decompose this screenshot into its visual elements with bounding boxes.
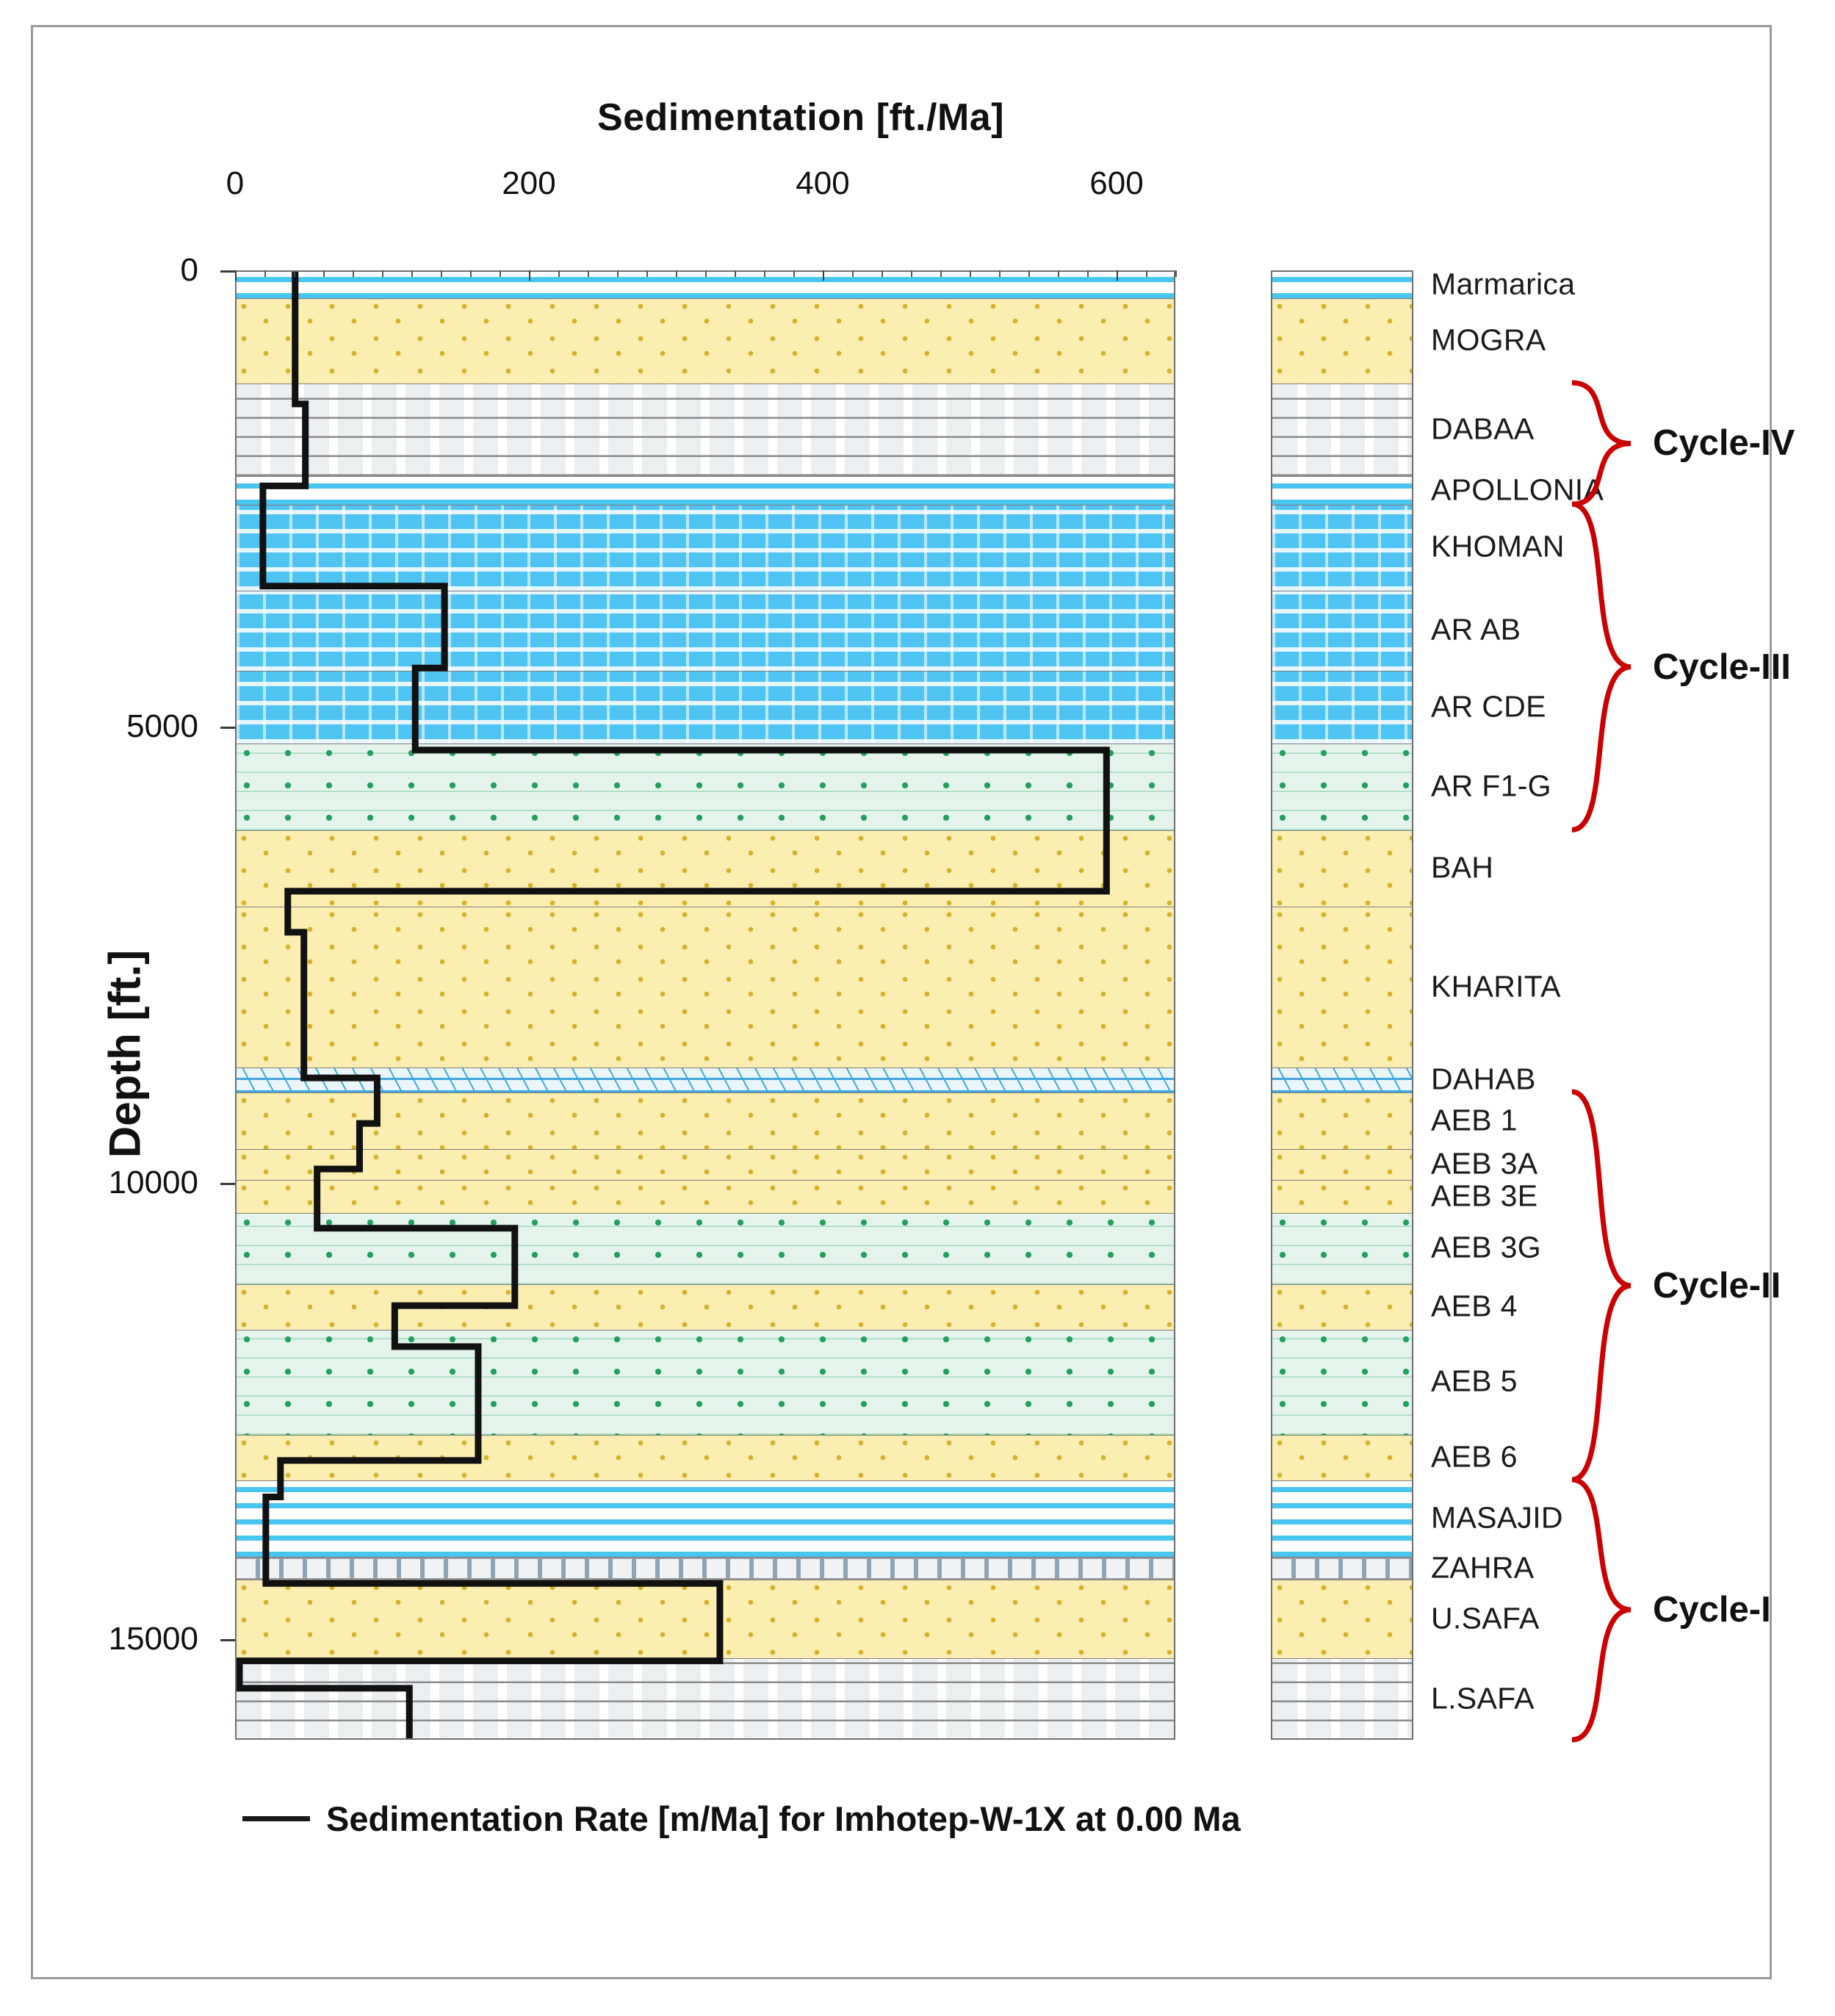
formation-label: AEB 3E — [1431, 1178, 1538, 1213]
column-lithology-band — [1272, 1580, 1412, 1659]
x-tick-minor — [705, 270, 707, 277]
formation-label: KHARITA — [1431, 969, 1561, 1004]
x-tick-minor — [735, 270, 736, 277]
x-tick-minor — [411, 270, 413, 277]
formation-label: AEB 1 — [1431, 1103, 1518, 1137]
cycle-label: Cycle-II — [1653, 1265, 1781, 1306]
x-tick-minor — [558, 270, 560, 277]
x-tick-minor — [264, 270, 266, 277]
column-lithology-band — [1272, 272, 1412, 299]
column-lithology-band — [1272, 1181, 1412, 1214]
y-tick-label: 15000 — [108, 1621, 198, 1657]
x-tick-minor — [323, 270, 325, 277]
column-lithology-band — [1272, 1285, 1412, 1331]
sedimentation-plot — [235, 270, 1175, 1740]
legend-label: Sedimentation Rate [m/Ma] for Imhotep-W-1X at 0.00 Ma — [326, 1799, 1241, 1838]
column-lithology-band — [1272, 591, 1412, 672]
formation-label: AEB 4 — [1431, 1289, 1518, 1323]
y-tick-mark — [220, 270, 237, 273]
column-lithology-band — [1272, 1481, 1412, 1558]
x-tick-minor — [999, 270, 1001, 277]
legend-line-swatch — [242, 1816, 310, 1821]
x-tick-minor — [1087, 270, 1089, 277]
y-tick-label: 0 — [180, 252, 198, 288]
column-lithology-band — [1272, 1150, 1412, 1181]
column-lithology-band — [1272, 1214, 1412, 1285]
y-tick-mark — [220, 1183, 237, 1185]
formation-label: AR AB — [1431, 612, 1521, 647]
y-tick-label: 10000 — [108, 1164, 198, 1201]
column-lithology-band — [1272, 1659, 1412, 1740]
column-lithology-band — [1272, 1093, 1412, 1150]
x-tick-minor — [911, 270, 912, 277]
x-tick-minor — [1146, 270, 1147, 277]
x-tick-minor — [294, 270, 295, 277]
x-tick-minor — [470, 270, 472, 277]
formation-label: AR F1-G — [1431, 768, 1551, 803]
stratigraphic-column — [1271, 270, 1413, 1740]
x-tick-major — [823, 270, 824, 281]
y-axis-title: Depth [ft.] — [100, 949, 150, 1159]
x-tick-minor — [676, 270, 677, 277]
x-tick-minor — [382, 270, 383, 277]
formation-label: AEB 6 — [1431, 1439, 1518, 1474]
column-lithology-band — [1272, 907, 1412, 1069]
x-tick-minor — [500, 270, 501, 277]
x-tick-minor — [646, 270, 648, 277]
legend — [242, 1793, 1638, 1844]
cycle-label: Cycle-I — [1653, 1589, 1771, 1630]
y-tick-mark — [220, 727, 237, 729]
x-tick-minor — [441, 270, 442, 277]
column-lithology-band — [1272, 744, 1412, 831]
column-lithology-band — [1272, 1436, 1412, 1481]
x-tick-major — [1117, 270, 1118, 281]
x-tick-minor — [852, 270, 854, 277]
formation-label: DAHAB — [1431, 1062, 1536, 1096]
column-lithology-band — [1272, 672, 1412, 744]
column-lithology-band — [1272, 505, 1412, 591]
formation-label: AR CDE — [1431, 689, 1546, 724]
formation-label: BAH — [1431, 850, 1494, 885]
x-tick-major — [529, 270, 530, 281]
column-lithology-band — [1272, 299, 1412, 384]
x-axis-ticks — [235, 270, 1175, 285]
x-tick-minor — [764, 270, 765, 277]
x-tick-minor — [882, 270, 883, 277]
x-tick-minor — [617, 270, 619, 277]
formation-label: ZAHRA — [1431, 1550, 1535, 1585]
x-tick-label: 0 — [226, 165, 245, 201]
x-tick-minor — [970, 270, 971, 277]
formation-label: Marmarica — [1431, 267, 1576, 301]
y-tick-label: 5000 — [126, 708, 198, 745]
x-tick-minor — [1028, 270, 1030, 277]
x-tick-label: 400 — [796, 165, 850, 201]
column-lithology-band — [1272, 1331, 1412, 1436]
formation-label: AEB 3G — [1431, 1230, 1541, 1264]
column-lithology-band — [1272, 478, 1412, 506]
y-tick-mark — [220, 1639, 237, 1641]
cycle-label: Cycle-IV — [1653, 423, 1795, 464]
x-tick-minor — [1058, 270, 1059, 277]
x-tick-label: 600 — [1089, 165, 1144, 201]
formation-label: MOGRA — [1431, 323, 1546, 357]
formation-label: U.SAFA — [1431, 1601, 1540, 1635]
formation-label: DABAA — [1431, 411, 1535, 446]
sedimentation-rate-curve — [237, 272, 1174, 1738]
rate-step-path — [239, 272, 1106, 1738]
x-tick-minor — [1175, 270, 1177, 277]
formation-label: APOLLONIA — [1431, 472, 1604, 507]
formation-label: L.SAFA — [1431, 1681, 1535, 1716]
x-tick-minor — [793, 270, 795, 277]
column-lithology-band — [1272, 1558, 1412, 1580]
formation-label: AEB 3A — [1431, 1146, 1538, 1181]
x-tick-major — [235, 270, 237, 281]
x-tick-minor — [588, 270, 589, 277]
column-lithology-band — [1272, 384, 1412, 478]
formation-label: MASAJID — [1431, 1500, 1563, 1535]
column-lithology-band — [1272, 1068, 1412, 1093]
formation-label: KHOMAN — [1431, 529, 1565, 564]
column-lithology-band — [1272, 831, 1412, 907]
x-axis-title: Sedimentation [ft./Ma] — [596, 96, 1005, 139]
x-tick-label: 200 — [502, 165, 556, 201]
formation-label: AEB 5 — [1431, 1364, 1518, 1398]
x-tick-minor — [940, 270, 942, 277]
x-tick-minor — [353, 270, 354, 277]
cycle-label: Cycle-III — [1653, 647, 1791, 687]
